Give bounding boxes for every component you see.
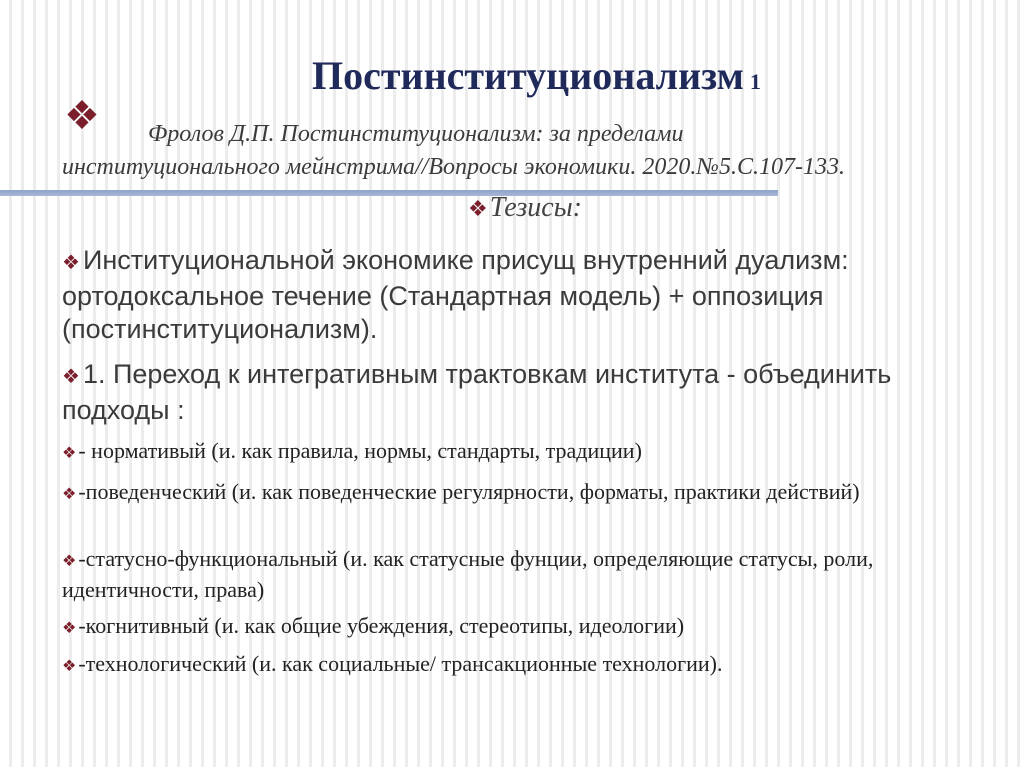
diamond-bullet-icon: ❖ — [62, 620, 77, 637]
list-item — [62, 437, 987, 468]
paragraph-text: 1. Переход к интегративным трактовкам института - объединить подходы : — [62, 359, 892, 425]
diamond-bullet-icon: ❖ — [468, 196, 488, 221]
paragraph-dualism — [62, 244, 952, 346]
diamond-bullet-icon: ❖ — [62, 445, 77, 462]
citation-line-1: Фролов Д.П. Постинституционализм: за пределами — [148, 121, 684, 147]
list-item-text: -технологический (и. как социальные/ трансакционные технологии). — [78, 651, 723, 676]
theses-heading — [468, 192, 582, 224]
diamond-bullet-icon: ❖ — [62, 366, 80, 388]
diamond-bullet-icon: ❖ — [62, 658, 77, 675]
list-item-text: -поведенческий (и. как поведенческие регулярности, форматы, практики действий) — [78, 479, 860, 504]
list-item-text: -статусно-функциональный (и. как статусные фунции, определяющие статусы, роли, идентичности, права) — [62, 546, 874, 602]
slide-title — [312, 52, 761, 99]
diamond-bullet-icon: ❖ — [64, 93, 100, 138]
divider-line — [0, 190, 778, 196]
diamond-bullet-icon: ❖ — [62, 486, 77, 503]
list-item-text: - нормативый (и. как правила, нормы, стандарты, традиции) — [78, 438, 642, 463]
paragraph-integrative — [62, 358, 952, 427]
list-item-text: -когнитивный (и. как общие убеждения, стереотипы, идеологии) — [78, 613, 685, 638]
list-item — [62, 478, 987, 509]
citation — [62, 118, 1022, 184]
title-text: Постинституционализм — [312, 53, 744, 98]
citation-line-2: институционального мейнстрима//Вопросы экономики. 2020.№5.С.107-133. — [62, 154, 845, 180]
list-item — [62, 650, 987, 681]
list-item — [62, 545, 987, 604]
theses-heading-text: Тезисы: — [489, 192, 582, 223]
diamond-bullet-icon: ❖ — [62, 252, 80, 274]
title-number: 1 — [749, 69, 761, 94]
paragraph-text: Институциональной экономике присущ внутренний дуализм: ортодоксальное течение (Стандартная модель) + оппозиция (постинституционализм). — [62, 245, 849, 344]
list-item — [62, 612, 987, 643]
diamond-bullet-icon: ❖ — [62, 553, 77, 570]
